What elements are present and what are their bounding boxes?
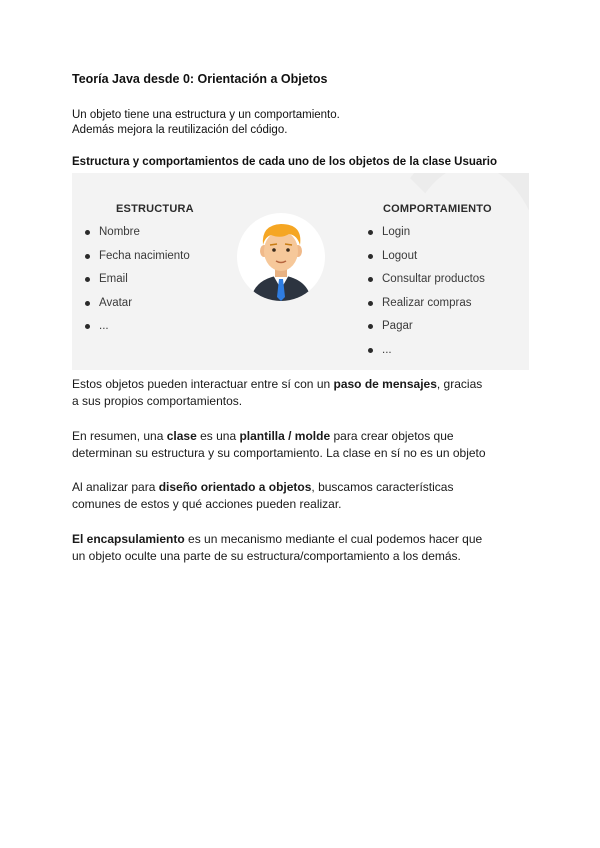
behavior-list [367,224,485,365]
bullet-icon [368,348,373,353]
structure-item: Fecha nacimiento [84,248,190,272]
behavior-item: Pagar [367,318,485,342]
behavior-heading: COMPORTAMIENTO [383,203,492,215]
bold-term: paso de mensajes [333,377,437,391]
bullet-icon [368,230,373,235]
structure-item: Email [84,271,190,295]
behavior-item: ... [367,342,485,366]
user-avatar-icon [237,213,325,301]
bullet-icon [368,324,373,329]
figure-heading: Estructura y comportamientos de cada uno de los objetos de la clase Usuario [72,156,497,168]
bullet-icon [85,254,90,259]
behavior-item: Login [367,224,485,248]
structure-item: Avatar [84,295,190,319]
bullet-icon [85,324,90,329]
paragraph-class: En resumen, una clase es una plantilla / molde para crear objetos que determinan su estructura y su comportamiento. La clase en sí no es un objeto [72,429,486,460]
bullet-icon [368,277,373,282]
bullet-icon [85,301,90,306]
bold-term: clase [166,429,197,443]
structure-item: ... [84,318,190,342]
bold-term: plantilla / molde [239,429,331,443]
structure-item: Nombre [84,224,190,248]
bullet-icon [85,230,90,235]
class-diagram-figure [72,173,529,370]
bullet-icon [368,254,373,259]
intro-line-2: Además mejora la reutilización del código. [72,124,288,136]
avatar-illustration [237,213,325,301]
intro-text [72,108,340,138]
bold-term: El encapsulamiento [72,532,185,546]
paragraph-messages: Estos objetos pueden interactuar entre sí con un paso de mensajes, gracias a sus propios comportamientos. [72,377,483,408]
bullet-icon [85,277,90,282]
paragraph-encapsulation: El encapsulamiento es un mecanismo mediante el cual podemos hacer que un objeto oculte una parte de su estructura/comportamiento a los demás. [72,532,483,563]
intro-line-1: Un objeto tiene una estructura y un comportamiento. [72,109,340,121]
behavior-item: Logout [367,248,485,272]
behavior-item: Realizar compras [367,295,485,319]
behavior-item: Consultar productos [367,271,485,295]
bold-term: diseño orientado a objetos [158,480,312,494]
bullet-icon [368,301,373,306]
page-title: Teoría Java desde 0: Orientación a Objetos [72,72,328,86]
paragraph-design: Al analizar para diseño orientado a objetos, buscamos características comunes de estos y qué acciones pueden realizar. [72,480,454,511]
structure-heading: ESTRUCTURA [116,203,194,215]
structure-list [84,224,190,342]
